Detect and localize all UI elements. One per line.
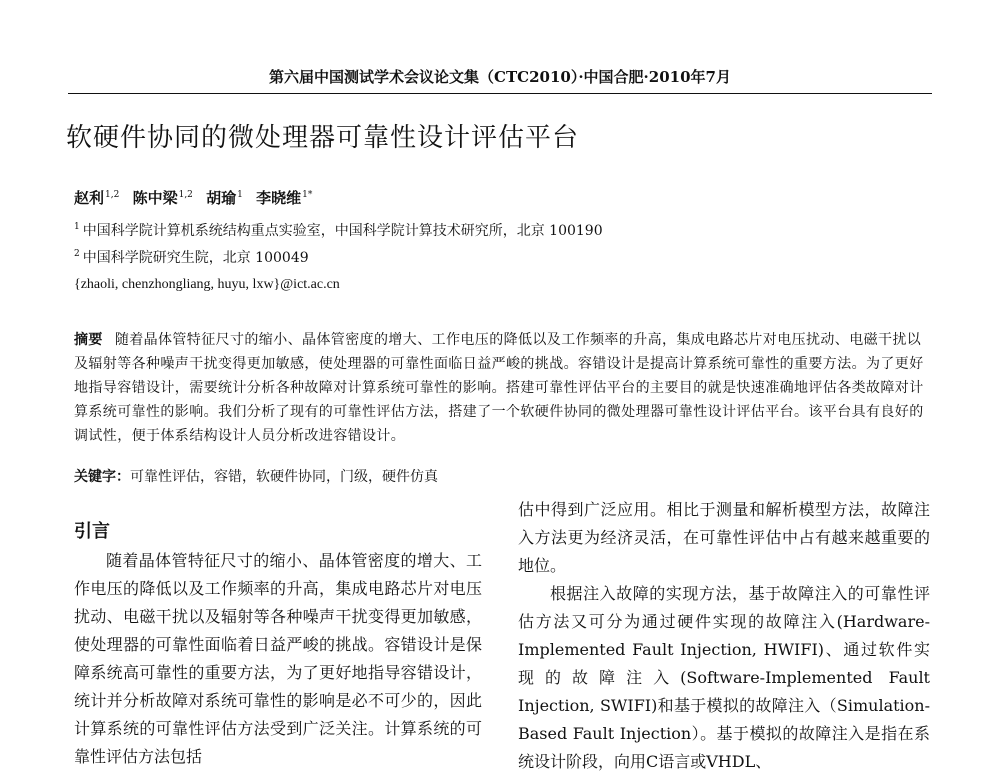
author-name: 胡瑜 bbox=[206, 189, 237, 207]
keywords bbox=[74, 466, 930, 486]
affiliation-text: 中国科学院研究生院，北京 100049 bbox=[82, 250, 309, 266]
abstract-label: 摘要 bbox=[74, 332, 103, 348]
running-header: 第六届中国测试学术会议论文集（CTC2010）·中国合肥·2010年7月 bbox=[269, 68, 731, 86]
keywords-text: 可靠性评估，容错，软硬件协同，门级，硬件仿真 bbox=[130, 469, 438, 485]
affiliation-mark: 2 bbox=[74, 249, 80, 260]
section-title: 引言 bbox=[74, 521, 110, 542]
left-column bbox=[74, 517, 482, 771]
author-list bbox=[74, 187, 320, 208]
affiliation-1 bbox=[74, 220, 603, 240]
author-affil-mark: 1 bbox=[237, 190, 243, 200]
body-paragraph: 根据注入故障的实现方法，基于故障注入的可靠性评估方法又可分为通过硬件实现的故障注入(Hardware-Implemented Fault Injection, HWIFI)、通过软件实现的故障注入(Software-Implemented Fault Injection, SWIFI)和基于模拟的故障注入（Simulation-Based Fault Injection）。基于模拟的故障注入是指在系统设计阶段，向用C语言或VHDL、 bbox=[518, 584, 930, 771]
affiliation-2 bbox=[74, 247, 309, 267]
author-email: {zhaoli, chenzhongliang, huyu, lxw}@ict.ac.cn bbox=[74, 277, 340, 292]
header-rule bbox=[68, 93, 932, 94]
keywords-label: 关键字： bbox=[74, 469, 130, 485]
right-column bbox=[518, 496, 930, 776]
author-affil-mark: 1,2 bbox=[105, 190, 120, 200]
author-name: 赵利 bbox=[74, 189, 105, 207]
author-affil-mark: 1* bbox=[302, 190, 313, 200]
body-paragraph: 估中得到广泛应用。相比于测量和解析模型方法，故障注入方法更为经济灵活，在可靠性评估中占有越来越重要的地位。 bbox=[518, 500, 930, 575]
paper-title: 软硬件协同的微处理器可靠性设计评估平台 bbox=[66, 123, 580, 153]
abstract bbox=[74, 328, 930, 448]
author-affil-mark: 1,2 bbox=[178, 190, 193, 200]
author-name: 陈中梁 bbox=[132, 189, 178, 207]
affiliation-text: 中国科学院计算机系统结构重点实验室，中国科学院计算技术研究所，北京 100190 bbox=[82, 223, 603, 239]
author-name: 李晓维 bbox=[256, 189, 302, 207]
body-paragraph: 随着晶体管特征尺寸的缩小、晶体管密度的增大、工作电压的降低以及工作频率的升高，集成电路芯片对电压扰动、电磁干扰以及辐射等各种噪声干扰变得更加敏感，使处理器的可靠性面临着日益严峻的挑战。容错设计是保障系统高可靠性的重要方法，为了更好地指导容错设计，统计并分析故障对系统可靠性的影响是必不可少的，因此计算系统的可靠性评估方法受到广泛关注。计算系统的可靠性评估方法包括 bbox=[74, 551, 482, 766]
abstract-text: 随着晶体管特征尺寸的缩小、晶体管密度的增大、工作电压的降低以及工作频率的升高，集成电路芯片对电压扰动、电磁干扰以及辐射等各种噪声干扰变得更加敏感，使处理器的可靠性面临日益严峻的挑战。容错设计是提高计算系统可靠性的重要方法。为了更好地指导容错设计，需要统计分析各种故障对计算系统可靠性的影响。搭建可靠性评估平台的主要目的就是快速准确地评估各类故障对计算系统可靠性的影响。我们分析了现有的可靠性评估方法，搭建了一个软硬件协同的微处理器可靠性设计评估平台。该平台具有良好的调试性，便于体系结构设计人员分析改进容错设计。 bbox=[74, 332, 924, 444]
affiliation-mark: 1 bbox=[74, 222, 80, 233]
